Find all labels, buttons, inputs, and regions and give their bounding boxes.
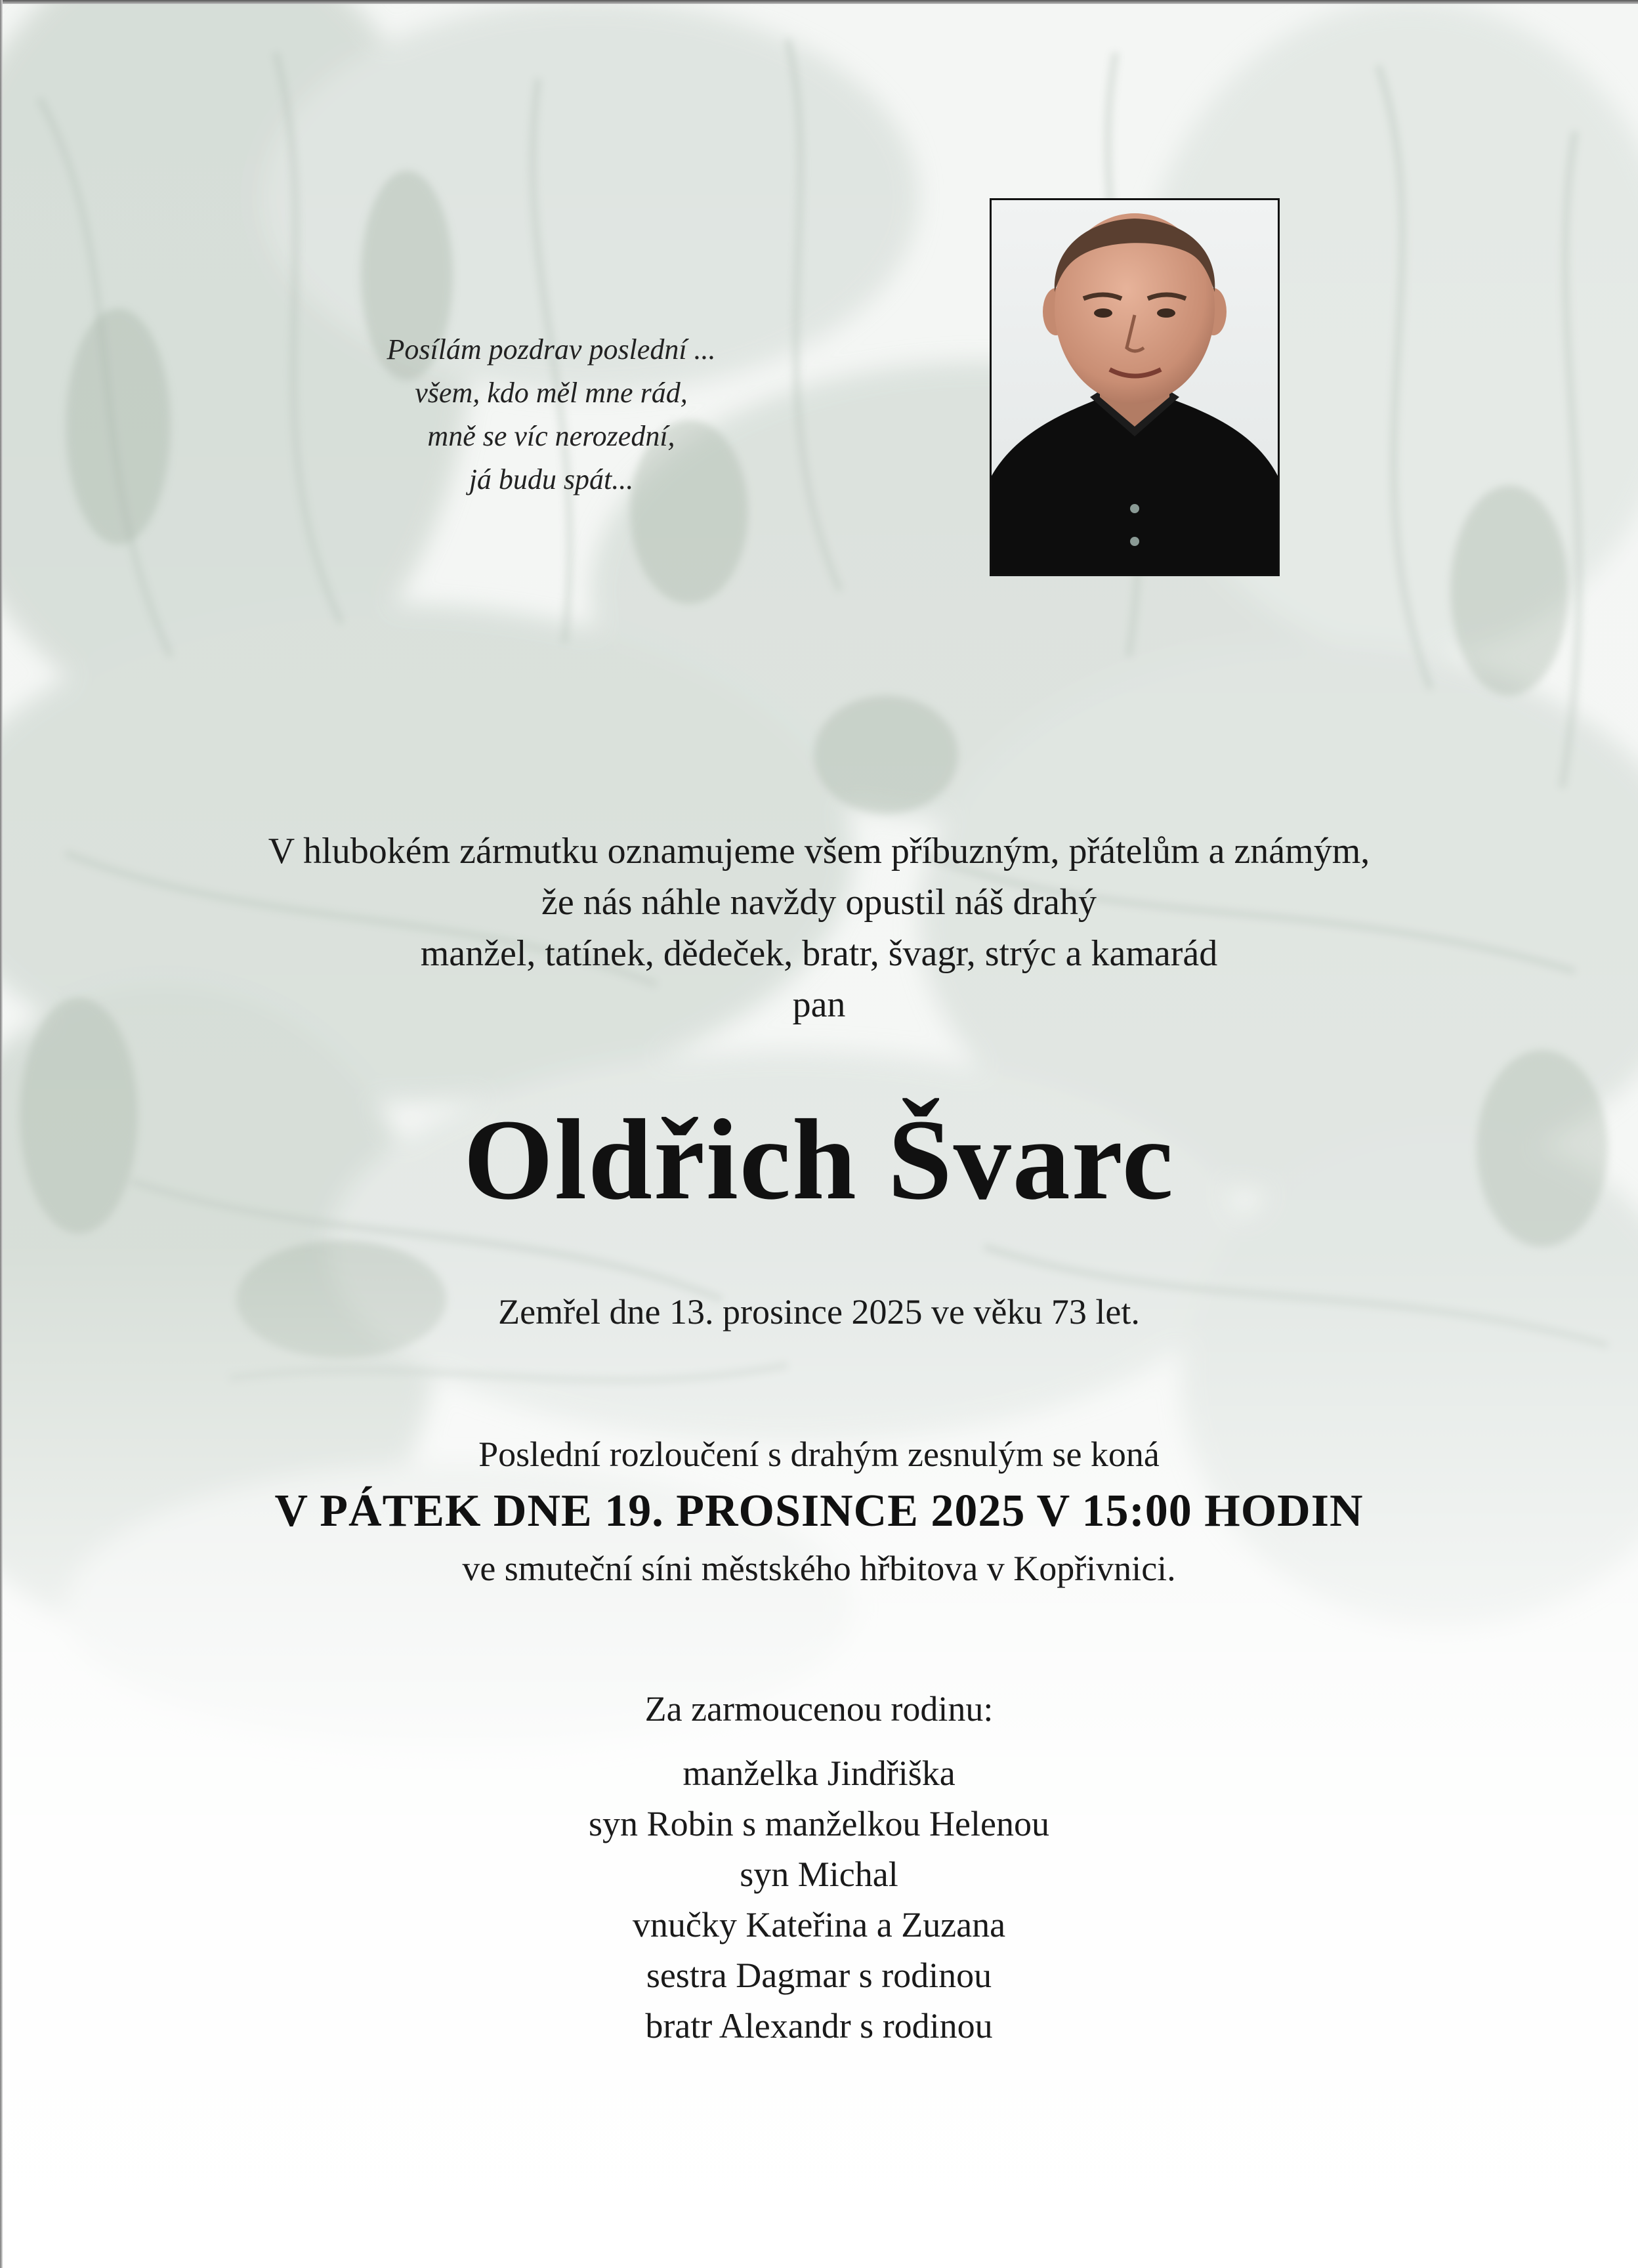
family-intro: Za zarmoucenou rodinu: <box>644 1689 994 1729</box>
ceremony-intro: Poslední rozloučení s drahým zesnulým se koná <box>478 1435 1160 1474</box>
announcement-line: manžel, tatínek, dědeček, bratr, švagr, strýc a kamarád <box>420 933 1218 974</box>
ceremony-date-time: V PÁTEK DNE 19. PROSINCE 2025 V 15:00 HODIN <box>274 1486 1364 1536</box>
family-member: vnučky Kateřina a Zuzana <box>632 1905 1006 1944</box>
family-member: bratr Alexandr s rodinou <box>645 2006 993 2046</box>
family-member: syn Michal <box>740 1855 898 1894</box>
family-member: manželka Jindřiška <box>682 1754 956 1793</box>
death-info: Zemřel dne 13. prosince 2025 ve věku 73 let. <box>498 1292 1140 1332</box>
verse-line: já budu spát... <box>469 463 634 495</box>
family-member: syn Robin s manželkou Helenou <box>589 1804 1049 1843</box>
family-members-list <box>0 1748 1638 2051</box>
verse-line: Posílám pozdrav poslední ... <box>387 333 716 366</box>
announcement-text <box>0 826 1638 1030</box>
announcement-line: V hlubokém zármutku oznamujeme všem příbuzným, přátelům a známým, <box>268 831 1370 872</box>
announcement-line: že nás náhle navždy opustil náš drahý <box>541 882 1097 923</box>
verse-line: všem, kdo měl mne rád, <box>415 377 688 409</box>
memorial-verse <box>289 328 814 501</box>
portrait-photo <box>990 198 1280 576</box>
verse-line: mně se víc nerozední, <box>427 420 675 452</box>
scan-edge-top <box>0 0 1638 4</box>
portrait-image <box>992 200 1278 574</box>
deceased-name: Oldřich Švarc <box>463 1096 1175 1224</box>
announcement-line: pan <box>792 984 846 1025</box>
family-member: sestra Dagmar s rodinou <box>646 1956 992 1995</box>
ceremony-place: ve smuteční síni městského hřbitova v Kopřivnici. <box>462 1549 1176 1588</box>
